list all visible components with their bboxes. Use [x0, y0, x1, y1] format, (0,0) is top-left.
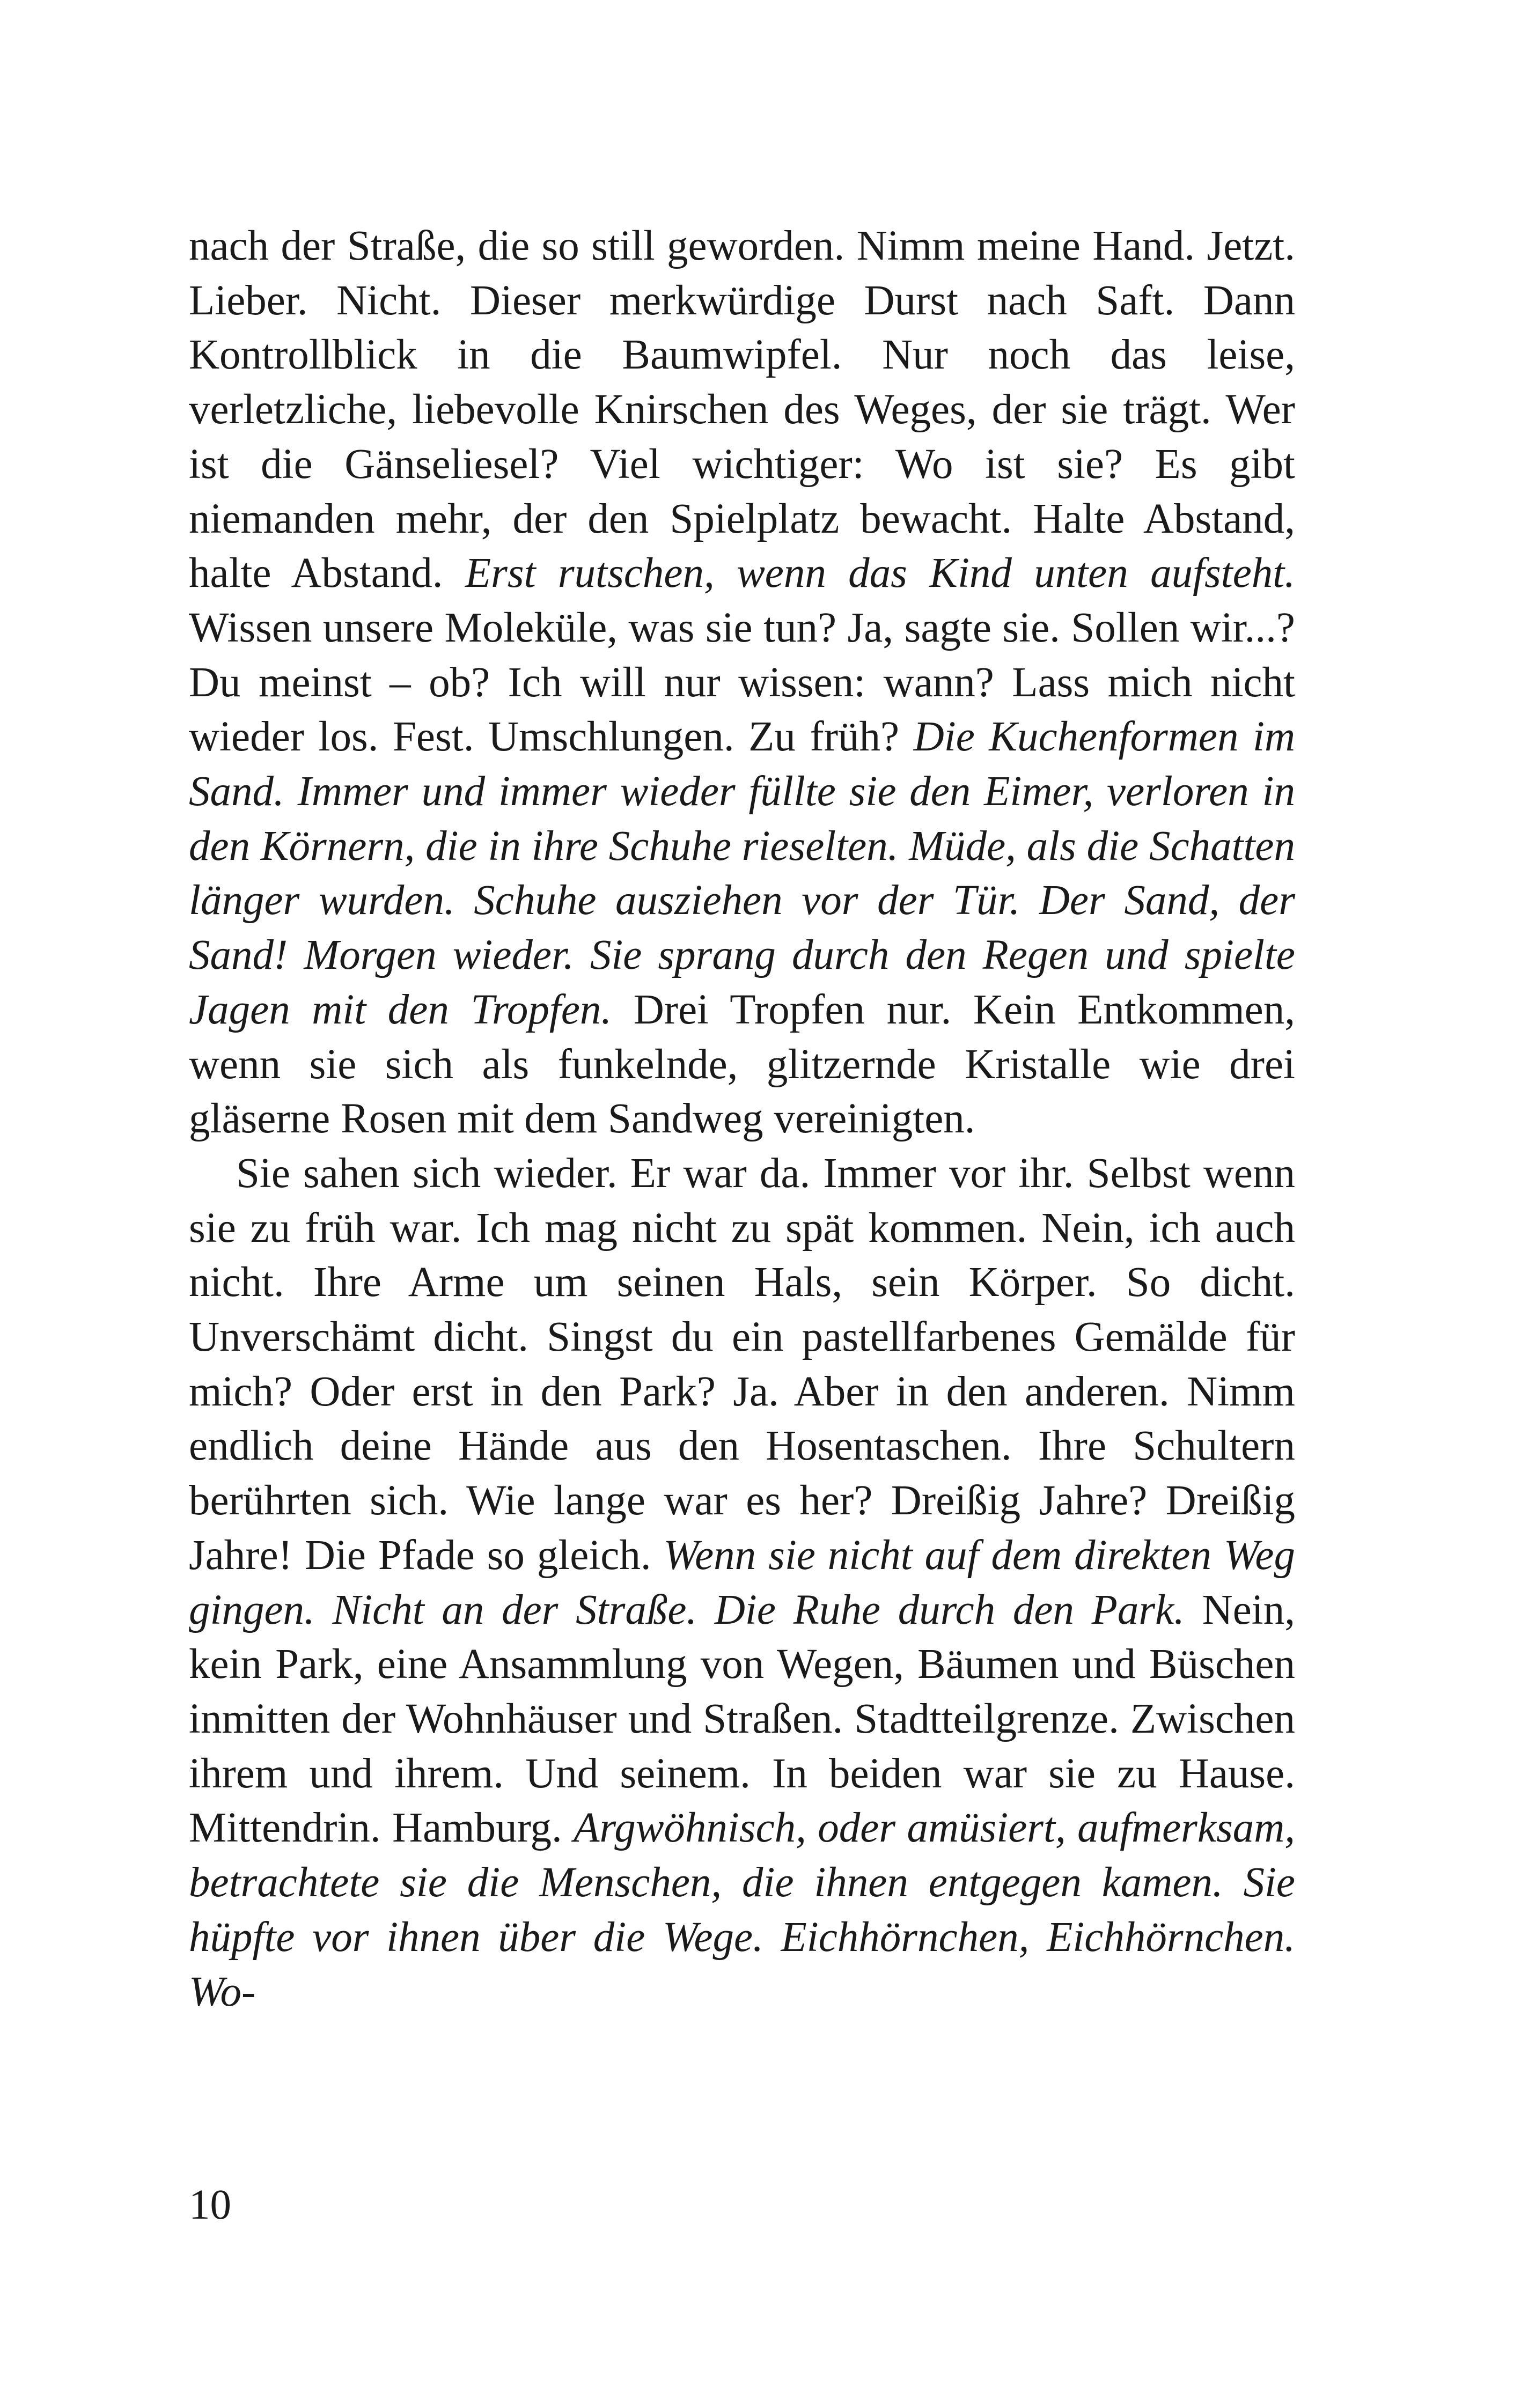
- text-segment: Sie sahen sich wieder. Er war da. Immer vor ihr. Selbst wenn sie zu früh war. Ich mag nicht zu spät kommen. Nein, ich auch nicht. Ihre Arme um seinen Hals, sein Körper. So dicht. Unverschämt dicht. Singst du ein pastellfarbenes Gemälde für mich? Oder erst in den Park? Ja. Aber in den anderen. Nimm endlich deine Hände aus den Hosentaschen. Ihre Schultern berührten sich. Wie lange war es her? Dreißig Jahre? Dreißig Jahre! Die Pfade so gleich.: [189, 1150, 1295, 1579]
- page-number: 10: [189, 2182, 231, 2228]
- italic-text-segment: Argwöhnisch, oder amüsiert, aufmerksam, betrachtete sie die Menschen, die ihnen entgegen kamen. Sie hüpfte vor ihnen über die Wege. Eichhörnchen, Eichhörnchen. Wo-: [189, 1805, 1296, 2015]
- text-segment: nach der Straße, die so still geworden. Nimm meine Hand. Jetzt. Lieber. Nicht. Dieser merkwürdige Durst nach Saft. Dann Kontrollblick in die Baumwipfel. Nur noch das leise, verletzliche, liebevolle Knirschen des Weges, der sie trägt. Wer ist die Gänseliesel? Viel wichtiger: Wo ist sie? Es gibt niemanden mehr, der den Spielplatz bewacht. Halte Abstand, halte Abstand.: [189, 223, 1295, 597]
- italic-text-segment: Erst rutschen, wenn das Kind unten aufsteht.: [465, 550, 1295, 597]
- text-segment: Drei Tropfen nur. Kein Entkommen, wenn sie sich als funkelnde, glitzernde Kristalle wie drei gläserne Rosen mit dem Sandweg vereinigten.: [189, 986, 1295, 1143]
- paragraph-2: [189, 1146, 1295, 2019]
- text-segment: Nein, kein Park, eine Ansammlung von Wegen, Bäumen und Büschen inmitten der Wohnhäuser und Straßen. Stadtteilgrenze. Zwischen ihrem und ihrem. Und seinem. In beiden war sie zu Hause. Mittendrin. Hamburg.: [189, 1586, 1295, 1852]
- text-segment: Wissen unsere Moleküle, was sie tun? Ja, sagte sie. Sollen wir...? Du meinst – ob? Ich will nur wissen: wann? Lass mich nicht wieder los. Fest. Umschlungen. Zu früh?: [189, 604, 1295, 761]
- paragraph-1: [189, 219, 1295, 1146]
- italic-text-segment: Die Kuchenformen im Sand. Immer und immer wieder füllte sie den Eimer, verloren in den Körnern, die in ihre Schuhe rieselten. Müde, als die Schatten länger wurden. Schuhe ausziehen vor der Tür. Der Sand, der Sand! Morgen wieder. Sie sprang durch den Regen und spielte Jagen mit den Tropfen.: [189, 713, 1295, 1033]
- body-text: [189, 219, 1295, 2019]
- italic-text-segment: Wenn sie nicht auf dem direkten Weg gingen. Nicht an der Straße. Die Ruhe durch den Park.: [189, 1531, 1295, 1633]
